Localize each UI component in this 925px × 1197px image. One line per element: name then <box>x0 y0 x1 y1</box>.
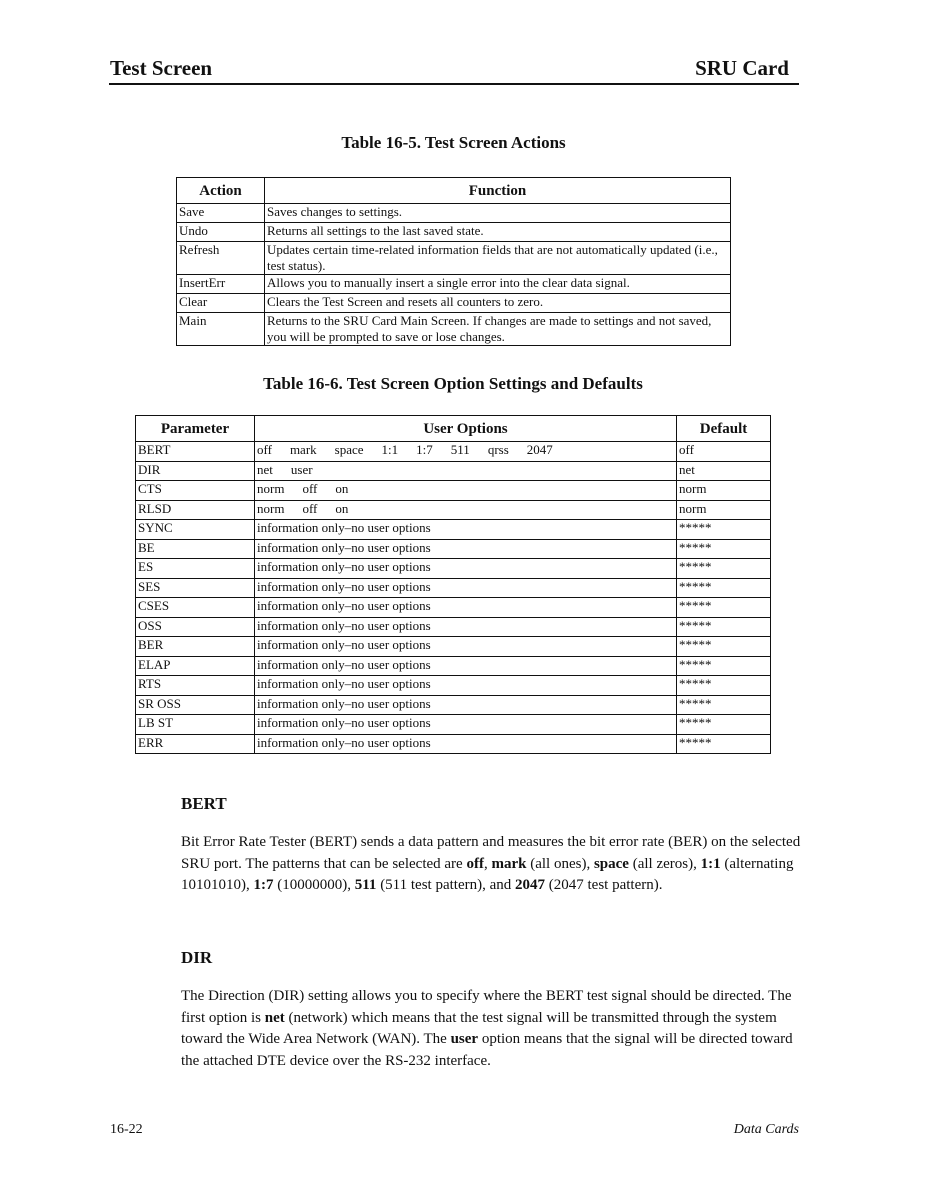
option-value: off <box>302 500 318 516</box>
default-cell: net <box>677 461 771 481</box>
option-value: net <box>257 461 273 477</box>
option-value: information only–no user options <box>257 656 431 672</box>
table-row <box>136 461 771 481</box>
option-value: information only–no user options <box>257 578 431 594</box>
options-cell <box>255 520 677 540</box>
table-row <box>136 676 771 696</box>
option-value: information only–no user options <box>257 637 431 652</box>
parameter-cell: CSES <box>136 598 255 618</box>
option-value: 511 <box>450 442 470 457</box>
table-row <box>136 442 771 462</box>
table-row <box>177 294 731 313</box>
action-cell: Refresh <box>177 242 265 275</box>
option-value: qrss <box>487 442 509 457</box>
parameter-cell: BERT <box>136 442 255 462</box>
dir-paragraph <box>181 986 801 1072</box>
function-cell: Clears the Test Screen and resets all counters to zero. <box>265 294 731 313</box>
parameter-cell: OSS <box>136 617 255 637</box>
bert-paragraph <box>181 832 801 897</box>
option-value: mark <box>289 442 317 457</box>
parameter-cell: DIR <box>136 461 255 481</box>
options-cell <box>255 442 677 462</box>
bold-term: space <box>593 855 629 872</box>
table-row <box>136 520 771 540</box>
table-row <box>136 500 771 520</box>
function-cell: Saves changes to settings. <box>265 204 731 223</box>
table-row <box>136 637 771 657</box>
option-settings-table <box>135 415 771 754</box>
column-header: Action <box>177 178 265 204</box>
default-cell: norm <box>677 500 771 520</box>
options-cell <box>255 481 677 501</box>
text-run: Bit Error Rate Tester (BERT) sends a data pattern and measures the bit error rate (BER) on the selected SRU port. The patterns that can be selected are <box>181 834 801 872</box>
footer-title: Data Cards <box>733 1122 799 1137</box>
options-cell <box>255 695 677 715</box>
function-cell: Allows you to manually insert a single error into the clear data signal. <box>265 275 731 294</box>
action-cell: Clear <box>177 294 265 313</box>
parameter-cell: LB ST <box>136 715 255 735</box>
default-cell: ***** <box>677 598 771 618</box>
table-row <box>136 695 771 715</box>
action-cell: Main <box>177 313 265 346</box>
options-cell <box>255 676 677 696</box>
option-value: information only–no user options <box>257 520 431 535</box>
text-run: (network) which means that the test signal will be transmitted through the system toward the Wide Area Network (WAN). The <box>181 1009 777 1047</box>
default-cell: ***** <box>677 559 771 579</box>
options-cell <box>255 734 677 754</box>
default-cell: ***** <box>677 539 771 559</box>
column-header: Default <box>677 416 771 442</box>
option-value: space <box>334 442 364 457</box>
parameter-cell: RTS <box>136 676 255 696</box>
option-value: user <box>290 461 313 477</box>
option-value: information only–no user options <box>257 695 431 711</box>
default-cell: ***** <box>677 656 771 676</box>
function-cell: Returns to the SRU Card Main Screen. If changes are made to settings and not saved, you will be prompted to save or lose changes. <box>265 313 731 346</box>
option-value: 1:7 <box>416 442 433 457</box>
table-row <box>177 242 731 275</box>
text-run: (511 test pattern), and <box>376 877 516 893</box>
column-header: Function <box>265 178 731 204</box>
text-run: (all ones), <box>526 855 594 872</box>
option-value: information only–no user options <box>257 539 431 555</box>
table-row <box>136 734 771 754</box>
option-value: information only–no user options <box>257 715 431 730</box>
default-cell: ***** <box>677 695 771 715</box>
parameter-cell: SR OSS <box>136 695 255 715</box>
default-cell: ***** <box>677 715 771 735</box>
action-cell: InsertErr <box>177 275 265 294</box>
text-run: (10000000), <box>273 877 355 893</box>
header-rule <box>109 83 799 85</box>
table-row <box>136 598 771 618</box>
table-row <box>136 481 771 501</box>
option-value: information only–no user options <box>257 734 431 750</box>
table-row <box>136 617 771 637</box>
parameter-cell: RLSD <box>136 500 255 520</box>
text-run: option means that the signal will be directed toward the attached DTE device over the RS-232 interface. <box>181 1031 793 1069</box>
section-heading-dir: DIR <box>181 948 213 967</box>
column-header: Parameter <box>136 416 255 442</box>
option-value: information only–no user options <box>257 559 431 574</box>
options-cell <box>255 715 677 735</box>
options-cell <box>255 559 677 579</box>
options-cell <box>255 578 677 598</box>
option-value: information only–no user options <box>257 617 431 633</box>
table-row <box>177 204 731 223</box>
table-row <box>136 578 771 598</box>
option-value: off <box>302 481 318 496</box>
table-row <box>177 223 731 242</box>
column-header: User Options <box>255 416 677 442</box>
default-cell: ***** <box>677 734 771 754</box>
test-screen-actions-table <box>176 177 731 346</box>
parameter-cell: ELAP <box>136 656 255 676</box>
text-run: (all zeros), <box>628 855 701 872</box>
bold-term: 1:1 <box>700 855 721 872</box>
options-cell <box>255 461 677 481</box>
option-value: information only–no user options <box>257 676 431 691</box>
text-run: (2047 test pattern). <box>545 877 663 893</box>
table-row <box>136 539 771 559</box>
default-cell: ***** <box>677 617 771 637</box>
function-cell: Updates certain time-related information fields that are not automatically updated (i.e., test status). <box>265 242 731 275</box>
options-cell <box>255 637 677 657</box>
text-run: , <box>483 855 492 872</box>
text-run: The Direction (DIR) setting allows you to specify where the BERT test signal should be directed. The first option is <box>181 988 792 1026</box>
options-cell <box>255 598 677 618</box>
bold-term: user <box>450 1031 479 1047</box>
parameter-cell: SES <box>136 578 255 598</box>
text-run: (alternating 10101010), <box>181 855 794 893</box>
parameter-cell: BE <box>136 539 255 559</box>
parameter-cell: ERR <box>136 734 255 754</box>
option-value: norm <box>257 481 285 496</box>
bold-term: net <box>264 1009 285 1026</box>
section-heading-bert: BERT <box>181 794 227 813</box>
table-row <box>136 656 771 676</box>
bold-term: 2047 <box>515 877 546 893</box>
parameter-cell: CTS <box>136 481 255 501</box>
action-cell: Undo <box>177 223 265 242</box>
options-cell <box>255 500 677 520</box>
default-cell: off <box>677 442 771 462</box>
bold-term: mark <box>491 855 527 872</box>
table-row <box>177 275 731 294</box>
table1-caption: Table 16-5. Test Screen Actions <box>341 133 566 152</box>
parameter-cell: BER <box>136 637 255 657</box>
options-cell <box>255 656 677 676</box>
table-row <box>136 715 771 735</box>
option-value: information only–no user options <box>257 598 431 613</box>
parameter-cell: SYNC <box>136 520 255 540</box>
function-cell: Returns all settings to the last saved state. <box>265 223 731 242</box>
bold-term: 511 <box>354 877 377 893</box>
action-cell: Save <box>177 204 265 223</box>
option-value: on <box>335 481 349 496</box>
bold-term: off <box>466 855 484 872</box>
options-cell <box>255 617 677 637</box>
option-value: 1:1 <box>381 442 399 457</box>
default-cell: ***** <box>677 578 771 598</box>
table-row <box>136 559 771 579</box>
option-value: on <box>335 500 349 516</box>
option-value: 2047 <box>526 442 553 457</box>
bold-term: 1:7 <box>253 877 274 893</box>
option-value: norm <box>257 500 285 516</box>
options-cell <box>255 539 677 559</box>
default-cell: norm <box>677 481 771 501</box>
default-cell: ***** <box>677 520 771 540</box>
default-cell: ***** <box>677 637 771 657</box>
table2-caption: Table 16-6. Test Screen Option Settings and Defaults <box>263 374 643 393</box>
running-header-section: Test Screen <box>110 56 213 80</box>
default-cell: ***** <box>677 676 771 696</box>
page-number: 16-22 <box>110 1122 143 1137</box>
running-header-chapter: SRU Card <box>695 56 789 80</box>
option-value: off <box>257 442 272 457</box>
table-row <box>177 313 731 346</box>
parameter-cell: ES <box>136 559 255 579</box>
